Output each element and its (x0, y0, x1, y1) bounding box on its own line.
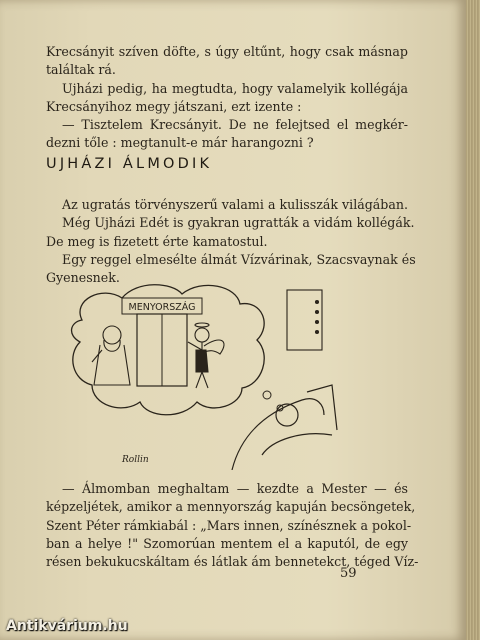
artist-signature: Rollin (122, 455, 149, 465)
saint-peter-figure (92, 326, 130, 385)
text-line: — Álmomban meghaltam — kezdte a Mester — és (62, 481, 408, 496)
text-line: Szent Péter rámkiabál : „Mars innen, színésznek a pokol- (46, 517, 412, 533)
door (287, 290, 322, 350)
text-line: Az ugratás törvényszerű valami a kulisszák világában. (62, 197, 408, 212)
watermark: Antikvárium.hu (6, 618, 128, 634)
text-line: képzeljétek, amikor a mennyország kapuján becsöngetek, (46, 499, 416, 515)
text-line: Krecsányihoz megy játszani, ezt izente : (46, 98, 302, 114)
text-line: Egy reggel elmesélte álmát Vízvárinak, Szacsvaynak és (62, 251, 416, 267)
text-block-bottom (46, 480, 419, 571)
angel-figure (188, 323, 224, 388)
text-line: Gyenesnek. (46, 270, 120, 286)
cartoon-illustration (62, 280, 342, 470)
text-line: ban a helye !" Szomorúan mentem el a kaputól, de egy (46, 535, 408, 551)
text-block-middle (46, 196, 416, 287)
section-heading: UJHÁZI ÁLMODIK (46, 156, 213, 172)
text-line: De meg is fizetett érte kamatostul. (46, 233, 268, 249)
text-line: Krecsányit szíven döfte, s úgy eltűnt, hogy csak másnap (46, 44, 408, 59)
text-block-top (46, 43, 408, 153)
text-line: résen bekukucskáltam és látlak ám bennetekct, téged Víz- (46, 554, 419, 570)
text-line: dezni tőle : megtanult-e már harangozni ? (46, 135, 314, 151)
text-line: Ujházi pedig, ha megtudta, hogy valamelyik kollégája (62, 80, 408, 96)
text-line: találtak rá. (46, 62, 116, 78)
text-line: Még Ujházi Edét is gyakran ugratták a vidám kollégák. (62, 215, 415, 231)
sleeping-man (232, 385, 337, 470)
text-line: — Tisztelem Krecsányit. De ne felejtsed el megkér- (62, 117, 408, 133)
book-edge (466, 0, 480, 640)
page-number: 59 (340, 566, 357, 581)
gate-sign-text: MENYORSZÁG (128, 302, 196, 313)
